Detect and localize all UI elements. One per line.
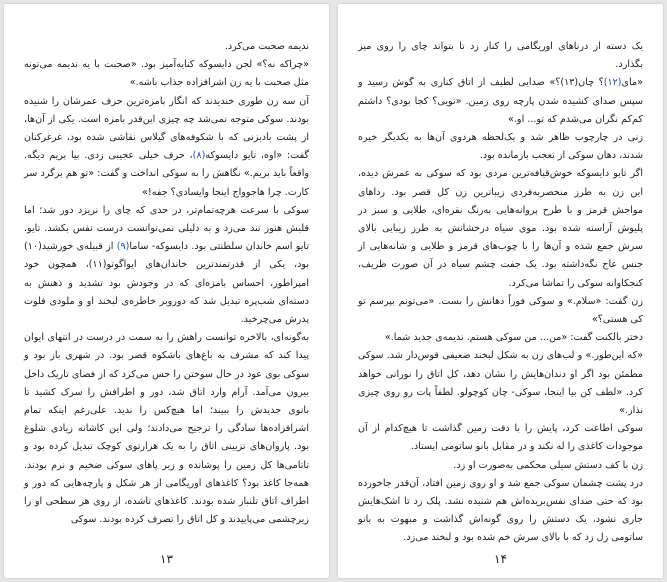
right-page <box>338 4 663 578</box>
paragraph: به‌گونه‌ای، بالاخره توانست راهش را به سمت در درست در انتهای ایوان پیدا کند که مشرف به باغ‌های باشکوه قصر بود. در شهری باز بود و سوکی بوی عود در حال سوختن را حس می‌کرد که از فضای تاریک داخل بیرون می‌آمد. آرام وارد اتاق شد، دور و اطرافش را سرک کشید تا بانوی جدیدش را ببیند؛ اما هیچ‌کس را ندید. علی‌رغم اینکه تمام اشرافزاده‌ها سادگی را ترجیح می‌دادند؛ ولی این کاشانه زیادی شلوغ بود. پاروان‌های تزیینی اتاق را به یک هزارتوی کوچک تبدیل کرده بود و تاتامی‌ها کل زمین را پوشانده و زیر پاهای سوکی ضخیم و نرم بودند. همه‌جا کاغذ بود؟ کاغذهای اوریگامی از هر شکل و پارچه‌هایی که دور و اطراف اتاق تلنبار شده بودند. کاغذهای تاشده، از روی هر سطحی او را زیرچشمی می‌پاییدند و کل اتاق را تصرف کرده بودند. سوکی <box>24 332 309 526</box>
paragraph: سوکی اطاعت کرد، پایش را با دقت زمین گذاشت تا هیچ‌کدام از آن موجودات کاغذی را له نکند و در مقابل بانو ساتومی ایستاد. <box>358 423 643 453</box>
footnote-ref[interactable]: (۸) <box>192 150 206 162</box>
paragraph: «که این‌طور.» و لب‌های زن به شکل لبخند ضعیفی قوس‌دار شد. سوکی مطمئن بود اگر او دندان‌هایش را نشان دهد، کل اتاق را نورانی خواهد کرد. «لطف کن بیا اینجا، سوکی- چان کوچولو. لطفاً پات رو روی چیزی نذار.» <box>358 350 643 417</box>
footnote-ref[interactable]: (۹) <box>116 241 130 253</box>
paragraph: زن گفت: «سلام.» و سوکی فوراً دهانش را بست. «می‌تونم بپرسم تو کی هستی؟» <box>358 295 643 326</box>
paragraph: سوکی با سرعت هرچه‌تمام‌تر، در حدی که چای را نریزد دور شد؛ اما قلبش هنوز تند می‌زد و به دلیلی نمی‌توانست درست نفس بکشد. تایو. تایو اسم خاندان سلطنتی بود. دایسوکه- ساما(۹) از قبیله‌ی خورشید(۱۰) بود، یکی از قدرتمندترین خاندان‌های ایواگوتو(۱۱)، همچون خود امپراطور، احساس بامزه‌ای که در وجودش بود تشدید و ذهنش به دسته‌ای شب‌پره تبدیل شد که دوروبر خاطره‌ی لبخند او و ملودی فلوت پدرش می‌چرخید. <box>24 204 310 326</box>
left-page <box>4 4 329 578</box>
paragraph: یک دسته از درناهای اوریگامی را کنار زد تا بتواند چای را روی میز بگذارد. <box>358 41 643 71</box>
paragraph: اگر تایو دایسوکه خوش‌قیافه‌ترین مردی بود که سوکی به عمرش دیده، این زن به طرز منحصربه‌فردی زیباترین زن کل قصر بود. رداهای مواجش قرمز و با طرح پروانه‌هایی به‌رنگ نقره‌ای، طلایی و سبز در پلیوش آراسته شده بود. موی سیاه درخشانش به طرز زیبایی بالای سرش جمع شده و آن‌ها را با چوب‌های قرمز و طلایی و شانه‌هایی از جنس عاج نگه‌داشته بود. یک جفت چشم سیاه در آن صورت ظریف، کنجکاوانه سوکی را تماشا می‌کرد. <box>358 168 643 289</box>
paragraph: زن با کف دستش سیلی محکمی به‌صورت او زد. <box>453 459 643 471</box>
paragraph: ندیمه صحبت می‌کرد. <box>224 41 309 52</box>
page-number: ۱۳ <box>160 552 173 566</box>
paragraph: «چراکه نه؟» لحن دایسوکه کنایه‌آمیز بود. «صحبت با یه ندیمه می‌تونه مثل صحبت با یه زن اشرافزاده جذاب باشه.» <box>24 59 309 89</box>
paragraph: دختر بالکنت گفت: «من... من سوکی هستم. ندیمه‌ی جدید شما.» <box>384 332 643 344</box>
right-page-text <box>358 38 643 548</box>
page-number: ۱۴ <box>494 552 507 566</box>
paragraph: زنی در چارچوب ظاهر شد و یک‌لحظه هردوی آن‌ها به یکدیگر خیره شدند، دهان سوکی از تعجب بازمانده بود. <box>358 132 643 162</box>
left-page-text <box>24 38 309 529</box>
paragraph: آن سه زن طوری خندیدند که انگار بامزه‌ترین حرف عمرشان را شنیده بودند. سوکی متوجه نمی‌شد چه چیزی این‌قدر بامزه است. یکی از آن‌ها، از پشت بادبزنی که با شکوفه‌های گیلاس نقاشی شده بود، غرغرکنان گفت: «اوه، تایو دایسوکه(۸)، حرف خیلی عجیبی زدی. بیا بریم دیگه. واقعاً باید بریم.» نگاهش را به سوکی انداخت و گفت: «تو هم برگرد سر کارت. چرا هاجوواج اینجا وایسادی؟ جفه!» <box>24 95 309 198</box>
paragraph: درد پشت چشمان سوکی جمع شد و او روی زمین افتاد، آن‌قدر جاخورده بود که حتی صدای نفس‌بریده‌اش هم شنیده نشد. پلک زد تا اشک‌هایش جاری نشود، یک دستش را روی گونه‌اش گذاشت و مبهوت به بانو ساتومی زل زد که با بالای سرش خم شده بود و لبخند می‌زد. <box>358 477 643 544</box>
paragraph: «مای(۱۲)؟ چان(۱۳)؟» صدایی لطیف از اتاق کناری به گوش رسید و سپس صدای کشیده شدن پارچه روی زمین. «تویی؟ کجا بودی؟ داشتم کم‌کم نگران می‌شدم که تو... او.» <box>358 77 643 125</box>
footnote-ref[interactable]: (۱۲) <box>603 77 622 89</box>
